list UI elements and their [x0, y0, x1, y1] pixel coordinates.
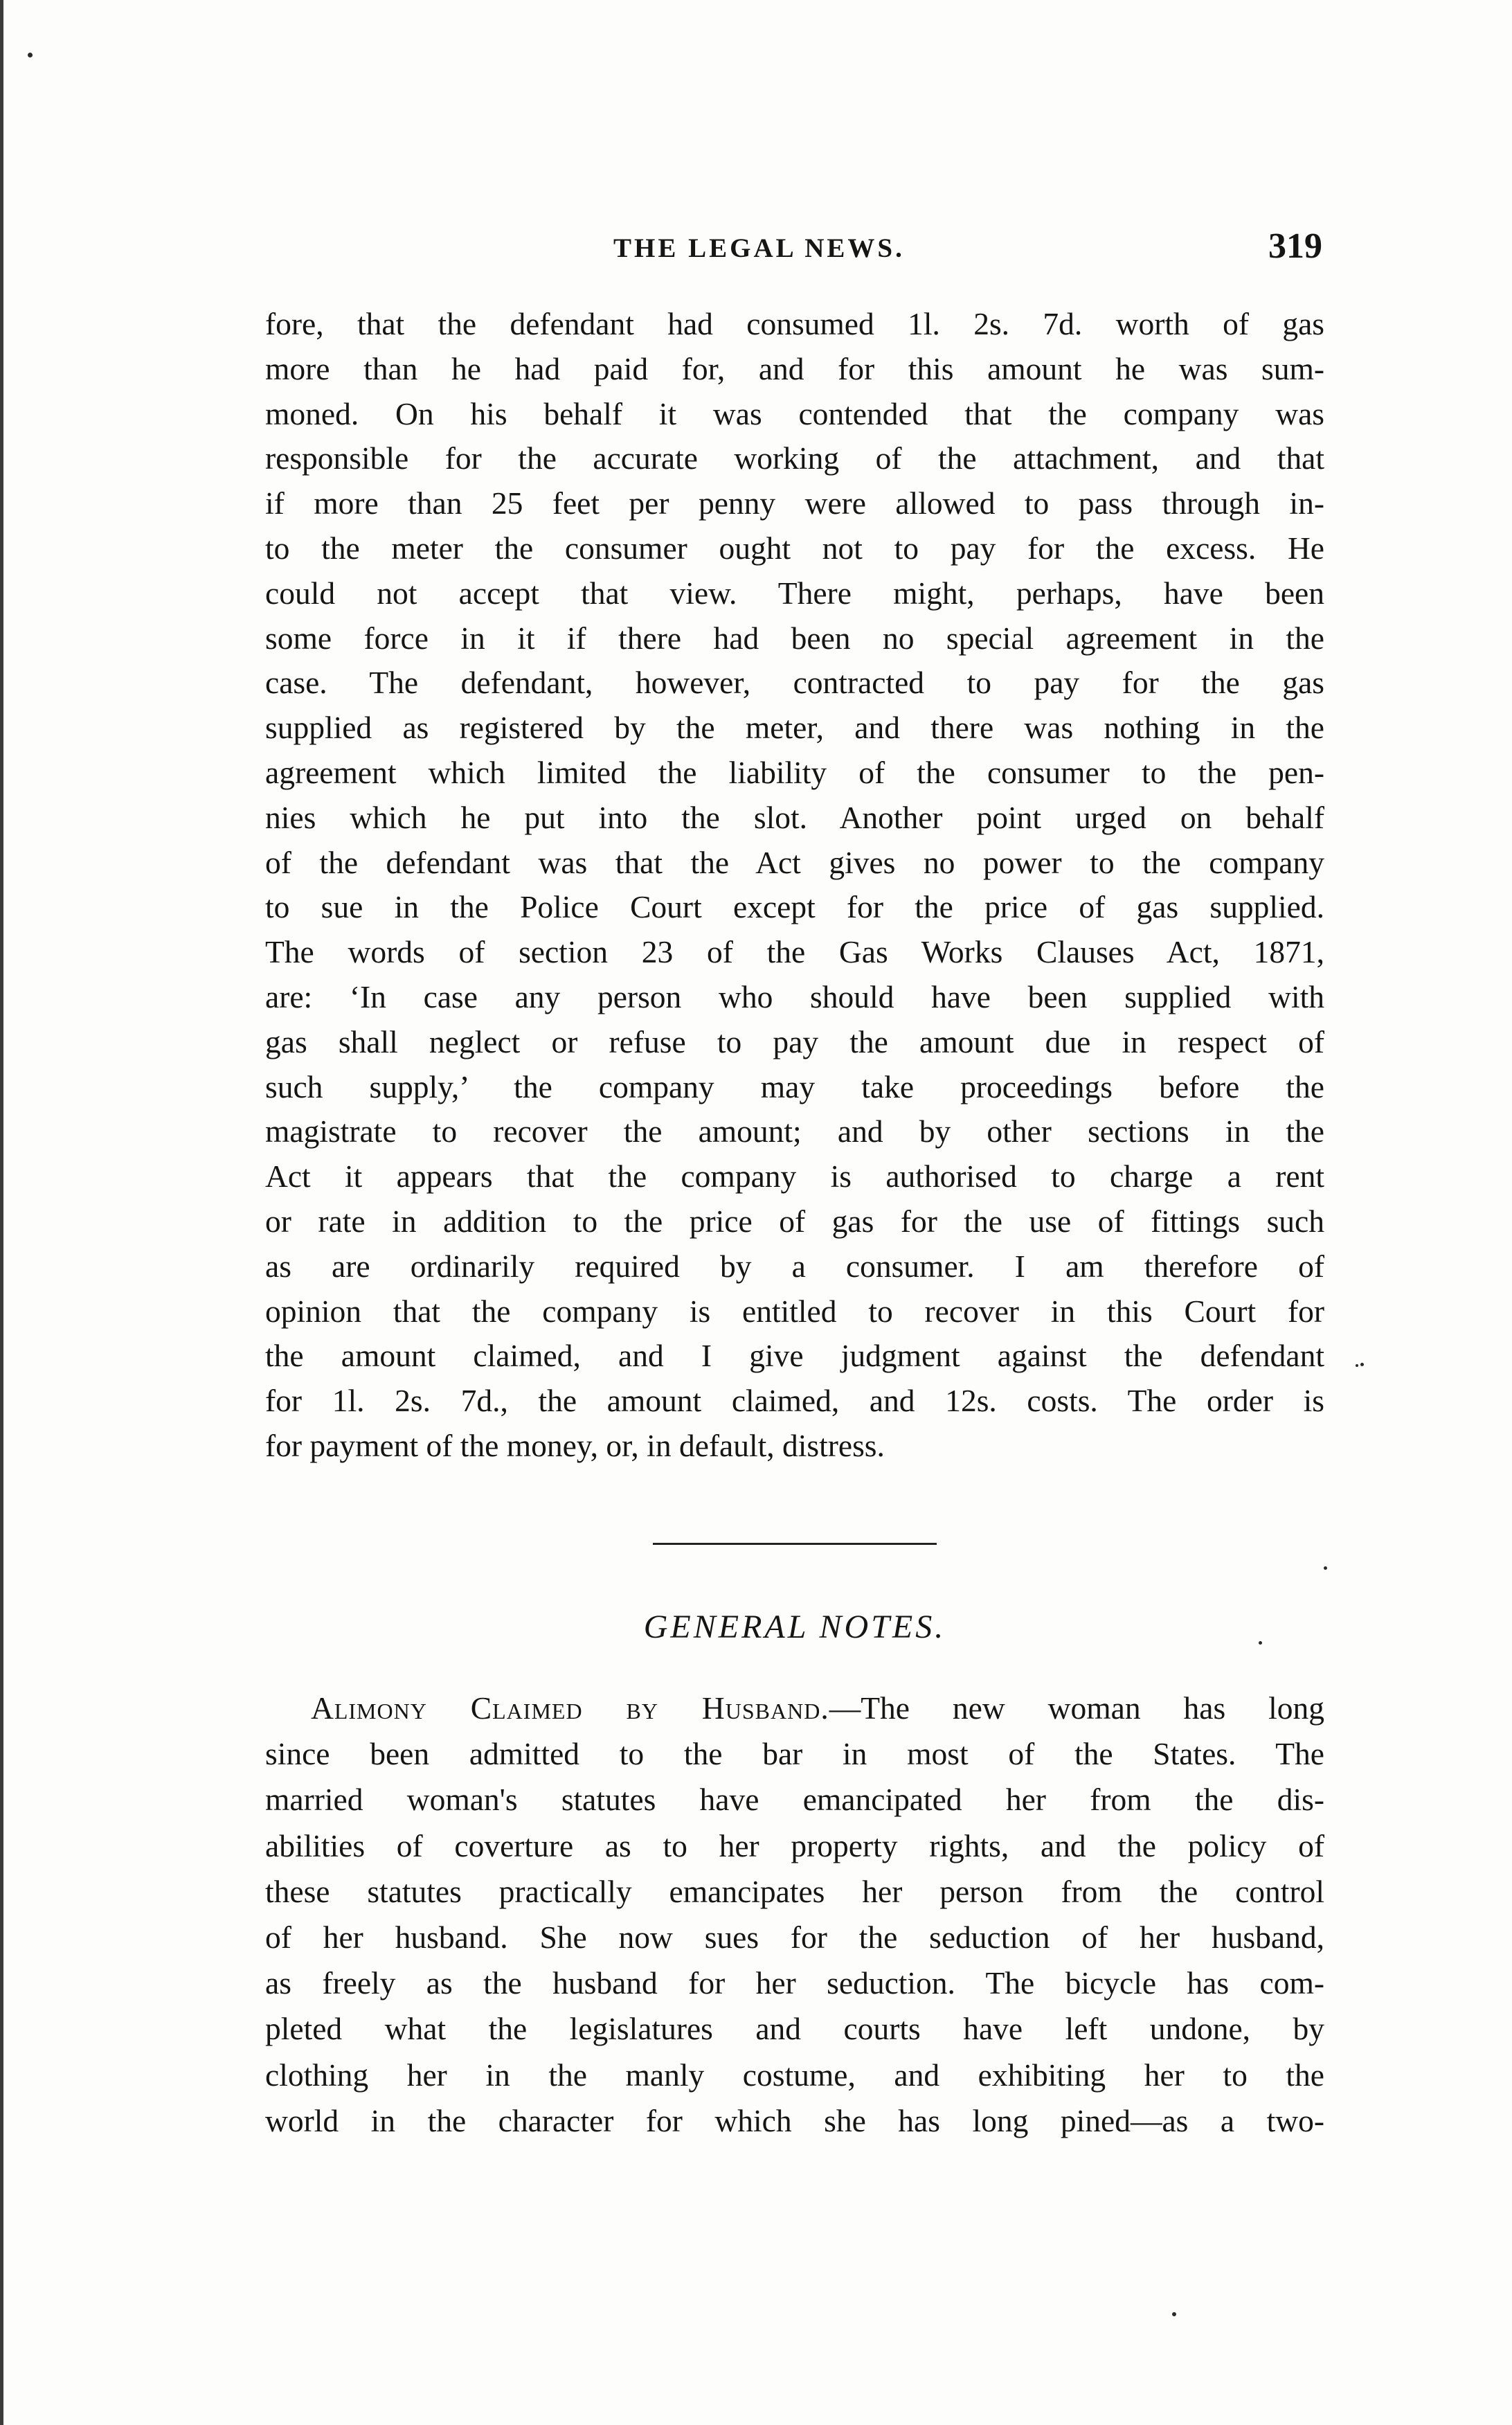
text-line: the amount claimed, and I give judgment against the defendant: [265, 1338, 1324, 1374]
text-line: The words of section 23 of the Gas Works Clauses Act, 1871,: [265, 934, 1324, 970]
text-line: opinion that the company is entitled to recover in this Court for: [265, 1293, 1324, 1329]
text-line: clothing her in the manly costume, and exhibiting her to the: [265, 2057, 1324, 2093]
text-line: for payment of the money, or, in default, distress.: [265, 1427, 885, 1463]
scan-speck: [28, 53, 33, 57]
text-line: world in the character for which she has long pined—as a two-: [265, 2102, 1324, 2138]
continued-article-text: [265, 302, 1324, 1469]
text-line: are: ‘In case any person who should have been supplied with: [265, 978, 1324, 1014]
text-line: magistrate to recover the amount; and by other sections in the: [265, 1113, 1324, 1149]
text-line: supplied as registered by the meter, and there was nothing in the: [265, 710, 1324, 746]
text-line: or rate in addition to the price of gas for the use of fittings such: [265, 1203, 1324, 1239]
text-line: case. The defendant, however, contracted to pay for the gas: [265, 665, 1324, 701]
section-heading: GENERAL NOTES.: [643, 1609, 946, 1645]
text-line: such supply,’ the company may take proceedings before the: [265, 1068, 1324, 1104]
text-line: for 1l. 2s. 7d., the amount claimed, and 12s. costs. The order is: [265, 1383, 1324, 1419]
text-line: some force in it if there had been no special agreement in the: [265, 620, 1324, 656]
text-line: these statutes practically emancipates her person from the control: [265, 1873, 1324, 1909]
scan-speck: [1356, 1364, 1358, 1367]
scan-speck: [1360, 1363, 1364, 1366]
text-line: married woman's statutes have emancipated her from the dis-: [265, 1782, 1324, 1818]
note-lead-in: Alimony Claimed by Husband.: [311, 1690, 829, 1726]
text-line: as freely as the husband for her seduction. The bicycle has com-: [265, 1965, 1324, 2001]
text-line: fore, that the defendant had consumed 1l. 2s. 7d. worth of gas: [265, 306, 1324, 341]
text-line: more than he had paid for, and for this amount he was sum-: [265, 350, 1324, 386]
running-head: [263, 226, 1322, 274]
text-line: abilities of coverture as to her property rights, and the policy of: [265, 1827, 1324, 1863]
scan-speck: [1324, 1566, 1327, 1570]
section-divider: [653, 1543, 937, 1545]
page-number: 319: [1268, 226, 1322, 266]
text-line: to the meter the consumer ought not to pay for the excess. He: [265, 530, 1324, 566]
note-first-line-text: —The new woman has long: [829, 1690, 1324, 1726]
text-line: moned. On his behalf it was contended that the company was: [265, 395, 1324, 431]
scan-edge-shadow: [0, 0, 3, 2425]
text-line: agreement which limited the liability of the consumer to the pen-: [265, 754, 1324, 790]
text-line: of her husband. She now sues for the seduction of her husband,: [265, 1920, 1324, 1956]
text-line: pleted what the legislatures and courts have left undone, by: [265, 2011, 1324, 2047]
text-line: could not accept that view. There might, perhaps, have been: [265, 575, 1324, 611]
text-line: to sue in the Police Court except for the price of gas supplied.: [265, 889, 1324, 925]
text-line: if more than 25 feet per penny were allowed to pass through in-: [265, 485, 1324, 521]
journal-title: THE LEGAL NEWS.: [613, 233, 905, 263]
text-line: since been admitted to the bar in most of the States. The: [265, 1736, 1324, 1772]
general-notes-text: [265, 1685, 1324, 2144]
text-line: responsible for the accurate working of the attachment, and that: [265, 440, 1324, 476]
text-line: Act it appears that the company is authorised to charge a rent: [265, 1158, 1324, 1194]
scan-speck: [1172, 2312, 1176, 2316]
text-line: [265, 1685, 1324, 1731]
text-line: gas shall neglect or refuse to pay the amount due in respect of: [265, 1023, 1324, 1059]
text-line: nies which he put into the slot. Another point urged on behalf: [265, 799, 1324, 835]
text-line: as are ordinarily required by a consumer. I am therefore of: [265, 1248, 1324, 1284]
text-line: of the defendant was that the Act gives no power to the company: [265, 844, 1324, 880]
